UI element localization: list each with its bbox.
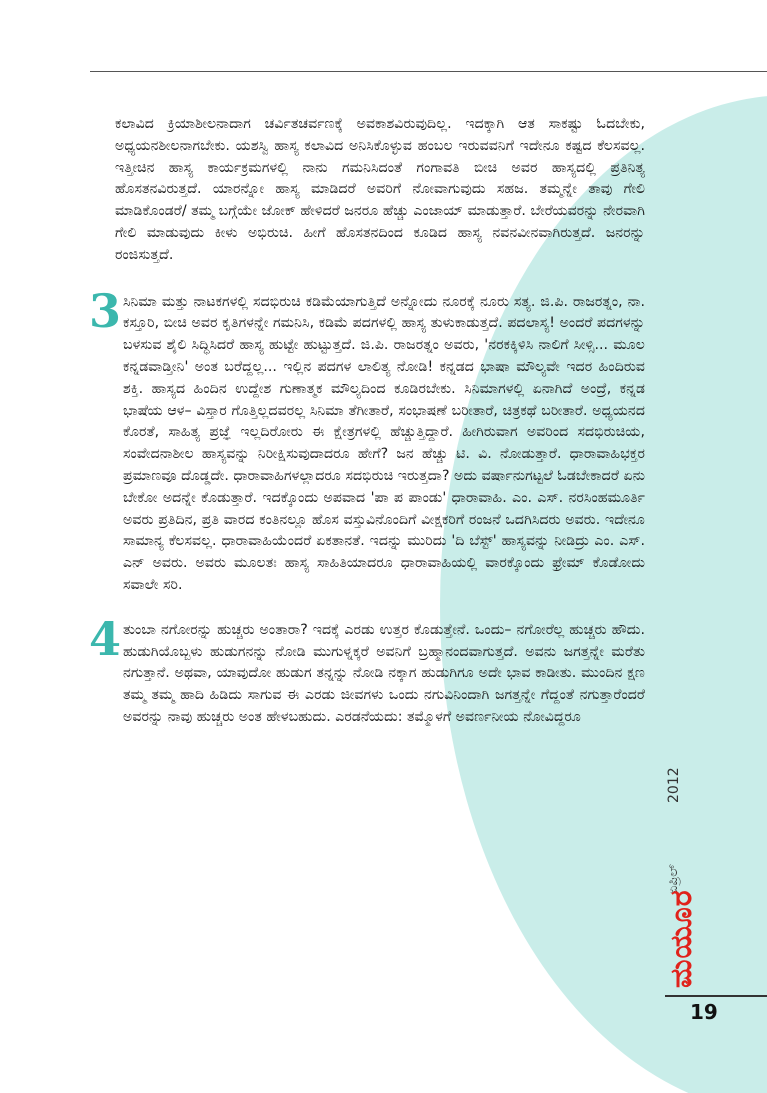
issue-month: ಏಪ್ರಿಲ್	[666, 864, 681, 894]
article-body	[89, 114, 645, 729]
magazine-name: ಮಯೂರ	[664, 889, 699, 988]
paragraph-intro: ಕಲಾವಿದ ಕ್ರಿಯಾಶೀಲನಾದಾಗ ಚರ್ವಿತಚರ್ವಣಕ್ಕೆ ಅವಕಾಶವಿರುವುದಿಲ್ಲ. ಇದಕ್ಕಾಗಿ ಆತ ಸಾಕಷ್ಟು ಓದಬೇಕು, ಅಧ್ಯಯನಶೀಲನಾಗಬೇಕು. ಯಶಸ್ವಿ ಹಾಸ್ಯ ಕಲಾವಿದ ಅನಿಸಿಕೊಳ್ಳುವ ಹಂಬಲ ಇರುವವನಿಗೆ ಇದೇನೂ ಕಷ್ಟದ ಕೆಲಸವಲ್ಲ. ಇತ್ತೀಚಿನ ಹಾಸ್ಯ ಕಾರ್ಯಕ್ರಮಗಳಲ್ಲಿ ನಾನು ಗಮನಿಸಿದಂತೆ ಗಂಗಾವತಿ ಬೀಚಿ ಅವರ ಹಾಸ್ಯದಲ್ಲಿ ಪ್ರತಿನಿತ್ಯ ಹೊಸತನವಿರುತ್ತದೆ. ಯಾರನ್ನೋ ಹಾಸ್ಯ ಮಾಡಿದರೆ ಅವರಿಗೆ ನೋವಾಗುವುದು ಸಹಜ. ತಮ್ಮನ್ನೇ ತಾವು ಗೇಲಿ ಮಾಡಿಕೊಂಡರೆ/ ತಮ್ಮ ಬಗ್ಗೆಯೇ ಜೋಕ್ ಹೇಳಿದರೆ ಜನರೂ ಹೆಚ್ಚು ಎಂಜಾಯ್ ಮಾಡುತ್ತಾರೆ. ಬೇರೆಯವರನ್ನು ನೇರವಾಗಿ ಗೇಲಿ ಮಾಡುವುದು ಕೀಳು ಅಭಿರುಚಿ. ಹೀಗೆ ಹೊಸತನದಿಂದ ಕೂಡಿದ ಹಾಸ್ಯ ನವನವೀನವಾಗಿರುತ್ತದೆ. ಜನರನ್ನು ರಂಜಿಸುತ್ತದೆ.	[115, 116, 645, 263]
section-number-4: 4	[89, 611, 122, 666]
section-3-text: ಸಿನಿಮಾ ಮತ್ತು ನಾಟಕಗಳಲ್ಲಿ ಸದಭಿರುಚಿ ಕಡಿಮೆಯಾಗುತ್ತಿದೆ ಅನ್ನೋದು ನೂರಕ್ಕೆ ನೂರು ಸತ್ಯ. ಜಿ.ಪಿ. ರಾಜರತ್ನಂ, ನಾ. ಕಸ್ತೂರಿ, ಬೀಚಿ ಅವರ ಕೃತಿಗಳನ್ನೇ ಗಮನಿಸಿ, ಕಡಿಮೆ ಪದಗಳಲ್ಲಿ ಹಾಸ್ಯ ತುಳುಕಾಡುತ್ತದೆ. ಪದಲಾಸ್ಯ! ಅಂದರೆ ಪದಗಳನ್ನು ಬಳಸುವ ಶೈಲಿ ಸಿದ್ಧಿಸಿದರೆ ಹಾಸ್ಯ ಹುಟ್ಟೇ ಹುಟ್ಟುತ್ತದೆ. ಜಿ.ಪಿ. ರಾಜರತ್ನಂ ಅವರು, 'ನರಕಕ್ಕಿಳಿಸಿ ನಾಲಿಗೆ ಸೀಳ್ಸಿ... ಮೂಲ ಕನ್ನಡವಾಡ್ತೀನಿ' ಅಂತ ಬರೆದ್ದಲ್ಲ... ಇಲ್ಲಿನ ಪದಗಳ ಲಾಲಿತ್ಯ ನೋಡಿ! ಕನ್ನಡದ ಭಾಷಾ ಮೌಲ್ಯವೇ ಇದರ ಹಿಂದಿರುವ ಶಕ್ತಿ. ಹಾಸ್ಯದ ಹಿಂದಿನ ಉದ್ದೇಶ ಗುಣಾತ್ಮಕ ಮೌಲ್ಯದಿಂದ ಕೂಡಿರಬೇಕು. ಸಿನಿಮಾಗಳಲ್ಲಿ ಏನಾಗಿದೆ ಅಂದ್ರೆ, ಕನ್ನಡ ಭಾಷೆಯ ಆಳ– ವಿಸ್ತಾರ ಗೊತ್ತಿಲ್ಲದವರಲ್ಲ ಸಿನಿಮಾ ತೆಗೀತಾರೆ, ಸಂಭಾಷಣೆ ಬರೀತಾರೆ, ಚಿತ್ರಕಥೆ ಬರೀತಾರೆ. ಅಧ್ಯಯನದ ಕೊರತೆ, ಸಾಹಿತ್ಯ ಪ್ರಜ್ಞೆ ಇಲ್ಲದಿರೋರು ಈ ಕ್ಷೇತ್ರಗಳಲ್ಲಿ ಹೆಚ್ಚುತ್ತಿದ್ದಾರೆ. ಹೀಗಿರುವಾಗ ಅವರಿಂದ ಸದಭಿರುಚಿಯ, ಸಂವೇದನಾಶೀಲ ಹಾಸ್ಯವನ್ನು ನಿರೀಕ್ಷಿಸುವುದಾದರೂ ಹೇಗೆ? ಜನ ಹೆಚ್ಚು ಟಿ. ವಿ. ನೋಡುತ್ತಾರೆ. ಧಾರಾವಾಹಿಭಕ್ತರ ಪ್ರಮಾಣವೂ ದೊಡ್ಡದೇ. ಧಾರಾವಾಹಿಗಳಲ್ಲಾದರೂ ಸದಭಿರುಚಿ ಇರುತ್ತದಾ? ಅದು ವರ್ಷಾನುಗಟ್ಟಲೆ ಓಡಬೇಕಾದರೆ ಏನು ಬೇಕೋ ಅದನ್ನೇ ಕೊಡುತ್ತಾರೆ. ಇದಕ್ಕೊಂದು ಅಪವಾದ 'ಪಾ ಪ ಪಾಂಡು' ಧಾರಾವಾಹಿ. ಎಂ. ಎಸ್. ನರಸಿಂಹಮೂರ್ತಿ ಅವರು ಪ್ರತಿದಿನ, ಪ್ರತಿ ವಾರದ ಕಂತಿನಲ್ಲೂ ಹೊಸ ವಸ್ತುವಿನೊಂದಿಗೆ ವೀಕ್ಷಕರಿಗೆ ರಂಜನೆ ಒದಗಿಸಿದರು ಅವರು. ಇದೇನೂ ಸಾಮಾನ್ಯ ಕೆಲಸವಲ್ಲ. ಧಾರಾವಾಹಿಯೆಂದರೆ ಏಕತಾನತೆ. ಇದನ್ನು ಮುರಿದು 'ದಿ ಬೆಸ್ಟ್' ಹಾಸ್ಯವನ್ನು ನೀಡಿದ್ರು ಎಂ. ಎಸ್. ಎನ್ ಅವರು. ಅವರು ಮೂಲತಃ ಹಾಸ್ಯ ಸಾಹಿತಿಯಾದರೂ ಧಾರಾವಾಹಿಯಲ್ಲಿ ವಾರಕ್ಕೊಂದು ಫ್ರೇಮ್ ಕೊಡೋದು ಸವಾಲೇ ಸರಿ.	[123, 293, 645, 593]
section-3	[89, 283, 645, 597]
page-number: 19	[690, 1000, 718, 1024]
top-divider	[90, 71, 767, 72]
section-4	[89, 611, 645, 729]
page-number-divider	[665, 995, 767, 997]
section-number-3: 3	[89, 283, 122, 338]
issue-year: 2012	[666, 767, 682, 803]
section-4-text: ತುಂಬಾ ನಗೋರನ್ನು ಹುಚ್ಚರು ಅಂತಾರಾ? ಇದಕ್ಕೆ ಎರಡು ಉತ್ತರ ಕೊಡುತ್ತೇನೆ. ಒಂದು– ನಗೋರೆಲ್ಲ ಹುಚ್ಚರು ಹೌದು. ಹುಡುಗಿಯೊಬ್ಬಳು ಹುಡುಗನನ್ನು ನೋಡಿ ಮುಗುಳ್ನಕ್ಕರೆ ಅವನಿಗೆ ಬ್ರಹ್ಮಾನಂದವಾಗುತ್ತದೆ. ಅವನು ಜಗತ್ತನ್ನೇ ಮರೆತು ನಗುತ್ತಾನೆ. ಅಥವಾ, ಯಾವುದೋ ಹುಡುಗ ತನ್ನನ್ನು ನೋಡಿ ನಕ್ಕಾಗ ಹುಡುಗಿಗೂ ಅದೇ ಭಾವ ಕಾಡೀತು. ಮುಂದಿನ ಕ್ಷಣ ತಮ್ಮ ತಮ್ಮ ಹಾದಿ ಹಿಡಿದು ಸಾಗುವ ಈ ಎರಡು ಜೀವಗಳು ಒಂದು ನಗುವಿನಿಂದಾಗಿ ಜಗತ್ತನ್ನೇ ಗೆದ್ದಂತೆ ನಗುತ್ತಾರೆಂದರೆ ಅವರನ್ನು ನಾವು ಹುಚ್ಚರು ಅಂತ ಹೇಳಬಹುದು. ಎರಡನೆಯದು: ತಮ್ಮೊಳಗೆ ಅವರ್ಣನೀಯ ನೋವಿದ್ದರೂ	[123, 621, 645, 725]
